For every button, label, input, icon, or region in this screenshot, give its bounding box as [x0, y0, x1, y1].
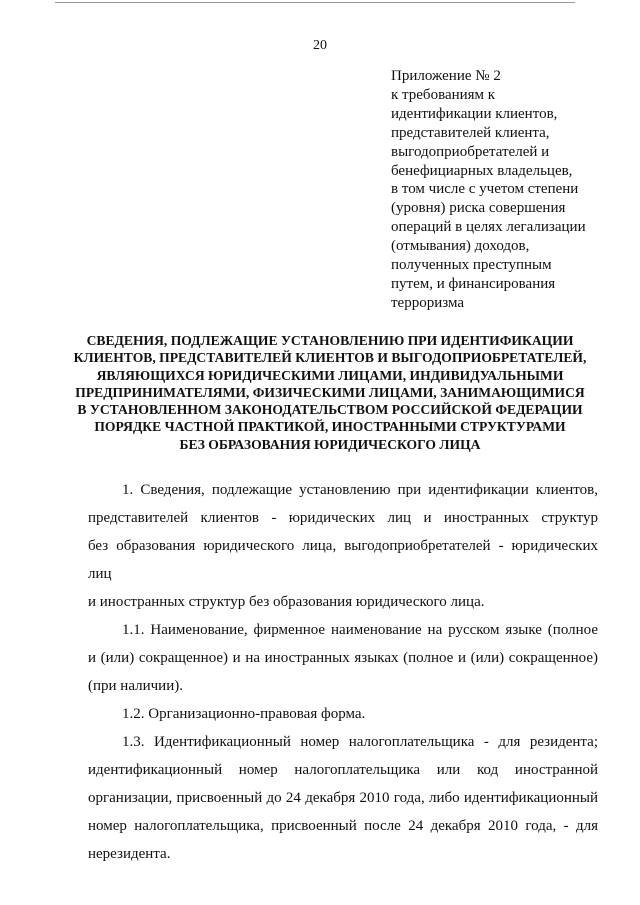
appendix-line: полученных преступным — [391, 257, 552, 274]
appendix-line: идентификации клиентов, — [391, 105, 558, 122]
title-line: ПОРЯДКЕ ЧАСТНОЙ ПРАКТИКОЙ, ИНОСТРАННЫМИ СТРУКТУРАМИ — [94, 419, 566, 435]
paragraph-line: 1.2. Организационно-правовая форма. — [122, 706, 366, 722]
appendix-line: (отмывания) доходов, — [391, 238, 530, 255]
appendix-line: (уровня) риска совершения — [391, 200, 566, 217]
top-rule — [55, 2, 575, 3]
appendix-line: представителей клиента, — [391, 124, 550, 141]
paragraph-line: (при наличии). — [88, 678, 183, 694]
title-line: ПРЕДПРИНИМАТЕЛЯМИ, ФИЗИЧЕСКИМИ ЛИЦАМИ, ЗАНИМАЮЩИМИСЯ — [75, 384, 585, 400]
appendix-line: Приложение № 2 — [391, 68, 501, 84]
appendix-line: бенефициарных владельцев, — [391, 162, 573, 179]
appendix-line: операций в целях легализации — [391, 219, 586, 236]
paragraph-line: 1.3. Идентификационный номер налогоплательщика - для резидента; — [122, 734, 598, 750]
paragraph-line: номер налогоплательщика, присвоенный после 24 декабря 2010 года, - для — [88, 818, 598, 834]
paragraph-line: и иностранных структур без образования юридического лица. — [88, 594, 485, 610]
appendix-line: в том числе с учетом степени — [391, 181, 579, 198]
title-line: КЛИЕНТОВ, ПРЕДСТАВИТЕЛЕЙ КЛИЕНТОВ И ВЫГОДОПРИОБРЕТАТЕЛЕЙ, — [73, 350, 587, 366]
appendix-block — [391, 67, 621, 313]
paragraph-line: нерезидента. — [88, 846, 171, 862]
paragraph-line: 1. Сведения, подлежащие установлению при идентификации клиентов, — [122, 482, 598, 498]
paragraph-line: без образования юридического лица, выгодоприобретателей - юридических лиц — [88, 538, 598, 582]
title-line: ЯВЛЯЮЩИХСЯ ЮРИДИЧЕСКИМИ ЛИЦАМИ, ИНДИВИДУАЛЬНЫМИ — [96, 367, 564, 383]
title-line: БЕЗ ОБРАЗОВАНИЯ ЮРИДИЧЕСКОГО ЛИЦА — [179, 436, 481, 452]
appendix-line: путем, и финансирования — [391, 275, 556, 292]
appendix-line: терроризма — [391, 294, 465, 311]
paragraph-1 — [88, 476, 598, 616]
paragraph-1-1 — [88, 616, 598, 700]
paragraph-1-2 — [88, 700, 598, 728]
paragraph-line: идентификационный номер налогоплательщика или код иностранной — [88, 762, 598, 778]
document-title — [60, 332, 600, 453]
appendix-line: выгодоприобретателей и — [391, 143, 550, 160]
paragraph-line: 1.1. Наименование, фирменное наименование на русском языке (полное — [122, 622, 598, 638]
appendix-line: к требованиям к — [391, 86, 496, 103]
page-number: 20 — [313, 38, 327, 53]
paragraph-line: представителей клиентов - юридических лиц и иностранных структур — [88, 510, 598, 526]
paragraph-line: и (или) сокращенное) и на иностранных языках (полное и (или) сокращенное) — [88, 650, 598, 666]
paragraph-line: организации, присвоенный до 24 декабря 2010 года, либо идентификационный — [88, 790, 598, 806]
paragraph-1-3 — [88, 728, 598, 868]
body-text — [88, 476, 598, 868]
title-line: СВЕДЕНИЯ, ПОДЛЕЖАЩИЕ УСТАНОВЛЕНИЮ ПРИ ИДЕНТИФИКАЦИИ — [86, 333, 574, 348]
title-line: В УСТАНОВЛЕННОМ ЗАКОНОДАТЕЛЬСТВОМ РОССИЙСКОЙ ФЕДЕРАЦИИ — [77, 402, 583, 418]
